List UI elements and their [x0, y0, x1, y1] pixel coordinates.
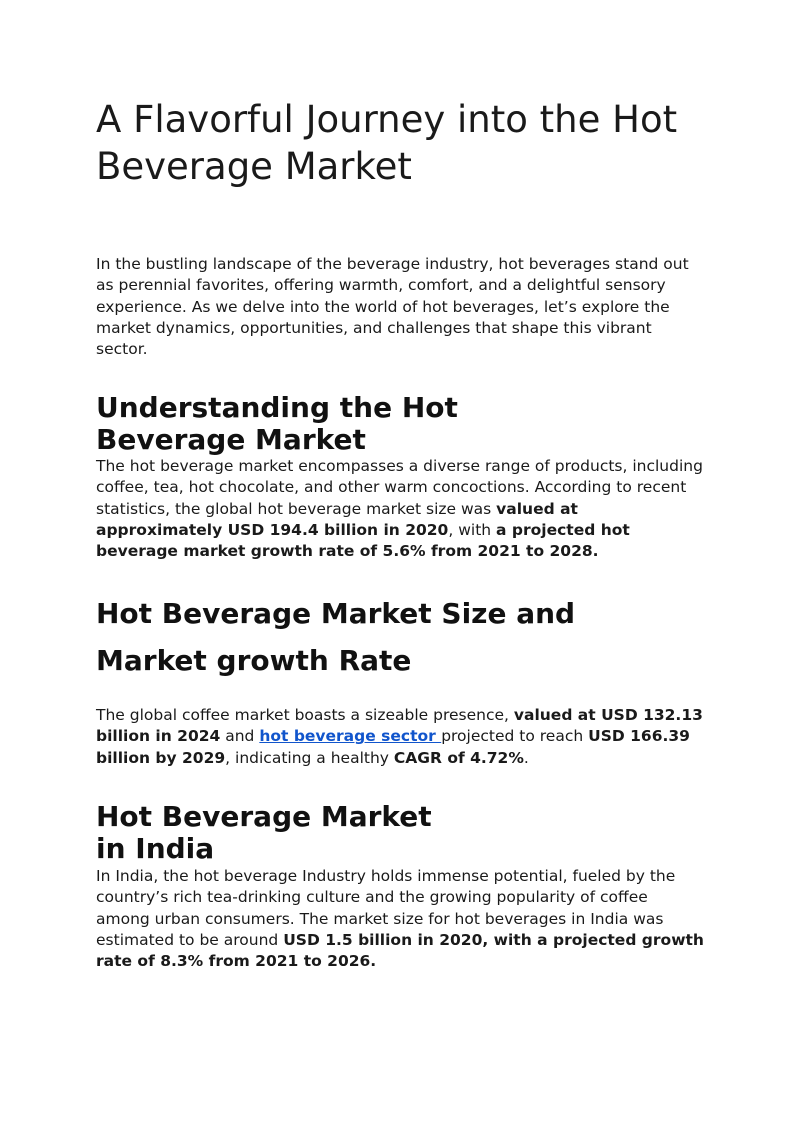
heading-line: Hot Beverage Market Size and	[96, 597, 576, 630]
bold-text: a projected hot beverage market growth rate of 5.6% from 2021 to 2028.	[96, 520, 630, 561]
page-title: A Flavorful Journey into the Hot Beverage Market	[96, 98, 678, 188]
bold-text: USD 1.5 billion in 2020, with a projected growth rate of 8.3% from 2021 to 2026.	[96, 930, 704, 971]
heading-line: in India	[96, 832, 215, 865]
paragraph-text: The hot beverage market encompasses a diverse range of products, including coffee, tea, hot chocolate, and other warm concoctions. According to recent statistics, the global hot beverage market size was	[96, 457, 703, 518]
size-paragraph	[96, 705, 706, 769]
bold-text: valued at approximately USD 194.4 billion in 2020	[96, 499, 578, 539]
paragraph-text: In India, the hot beverage Industry holds immense potential, fueled by the country’s rich tea-drinking culture and the growing popularity of coffee among urban consumers. The market size for hot beverages in India was estimated to be around	[96, 867, 676, 949]
india-paragraph	[96, 866, 706, 972]
paragraph-text: , with	[448, 520, 497, 539]
heading-line: Understanding the Hot	[96, 391, 458, 424]
heading-line: Beverage Market	[96, 423, 366, 456]
intro-paragraph: In the bustling landscape of the beverage industry, hot beverages stand out as perennial favorites, offering warmth, comfort, and a delightful sensory experience. As we delve into the world of hot beverages, let’s explore the market dynamics, opportunities, and challenges that shape this vibrant sector.	[96, 255, 689, 359]
bold-text: USD 166.39 billion by 2029	[96, 727, 690, 767]
section-heading-understanding	[96, 392, 656, 456]
hot-beverage-sector-link[interactable]: hot beverage sector	[259, 727, 442, 746]
section-heading-india	[96, 801, 656, 865]
heading-line: Hot Beverage Market	[96, 800, 432, 833]
bold-text: valued at USD 132.13 billion in 2024	[96, 706, 703, 746]
paragraph-text: The global coffee market boasts a sizeable presence,	[96, 706, 514, 724]
paragraph-text: and	[220, 727, 260, 746]
section-heading-size	[96, 590, 696, 684]
paragraph-text: projected to reach	[441, 727, 589, 746]
paragraph-text: , indicating a healthy	[225, 748, 394, 767]
bold-text: CAGR of 4.72%	[393, 748, 524, 767]
heading-line: Market growth Rate	[96, 644, 412, 677]
paragraph-text: .	[523, 748, 529, 767]
understanding-paragraph	[96, 456, 706, 562]
